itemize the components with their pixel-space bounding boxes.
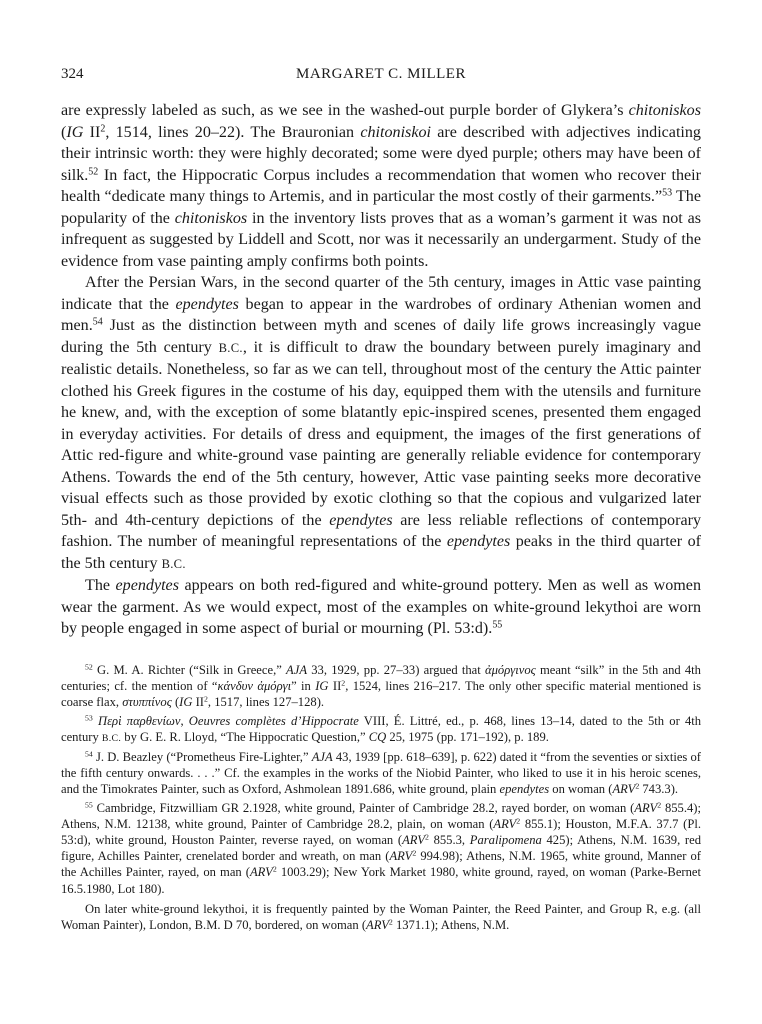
- footnote-55: $^{55}$ Cambridge, Fitzwilliam GR 2.1928, white ground, Painter of Cambridge 28.2, rayed border, on woman (ARV$^2$ 855.4); Athens, N.M. 12138, white ground, Painter of Cambridge 28.2, plain, on woman (ARV$^2$ 855.1); Houston, M.F.A. 37.7 (Pl. 53:d), white ground, Houston Painter, reverse rayed, on woman (ARV$^2$ 855.3, Paralipomena 425); Athens, N.M. 1639, red figure, Achilles Painter, crenelated border and wreath, on man (ARV$^2$ 994.98); Athens, N.M. 1965, white ground, Manner of the Achilles Painter, rayed, on man (ARV$^2$ 1003.29); New York Market 1980, white ground, rayed, on woman (Parke-Bernet 16.5.1980, Lot 180).: [61, 800, 701, 896]
- footnote-52: $^{52}$ G. M. A. Richter (“Silk in Greece,” AJA 33, 1929, pp. 27–33) argued that ἀμόργινος meant “silk” in the 5th and 4th centuries; cf. the mention of “κάνδυν ἀμόργι” in IG $II^2$, 1524, lines 216–217. The only other specific material mentioned is coarse flax, στυππίνος (IG $II^2$, 1517, lines 127–128).: [61, 662, 701, 710]
- page-number: 324: [61, 66, 84, 82]
- footnote-53: $^{53}$ Περὶ παρθενίων, Oeuvres complètes d’Hippocrate VIII, É. Littré, ed., p. 468, lines 13–14, dated to the 5th or 4th century B.C. by G. E. R. Lloyd, “The Hippocratic Question,” CQ 25, 1975 (pp. 171–192), p. 189.: [61, 713, 702, 744]
- footnote-55-continued: On later white-ground lekythoi, it is frequently painted by the Woman Painter, the Reed Painter, and Group R, e.g. (all Woman Painter), London, B.M. D 70, bordered, on woman (ARV$^2$ 1371.1); Athens, N.M.: [61, 901, 701, 933]
- body-paragraph: The ependytes appears on both red-figured and white-ground pottery. Men as well as women wear the garment. As we would expect, most of the examples on white-ground lekythoi are worn by people engaged in some aspect of burial or mourning (Pl. 53:d).$^{55}$: [61, 577, 701, 637]
- page-header: [61, 66, 701, 86]
- footnotes: [61, 662, 701, 935]
- body-text: [61, 100, 701, 640]
- running-head: MARGARET C. MILLER: [296, 66, 466, 82]
- body-paragraph: After the Persian Wars, in the second quarter of the 5th century, images in Attic vase painting indicate that the ependytes began to appear in the wardrobes of ordinary Athenian women and men.$^{54}$ Just as the distinction between myth and scenes of daily life grows increasingly vague during the 5th century B.C., it is difficult to draw the boundary between purely imaginary and realistic details. Nonetheless, so far as we can tell, throughout most of the century the Attic painter clothed his Greek figures in the costume of his day, equipped them with the utensils and furniture he knew, and, with the exception of some blatantly epic-inspired scenes, presented them engaged in everyday activities. For details of dress and equipment, the images of the first generations of Attic red-figure and white-ground vase painting are generally reliable evidence for contemporary Athens. Towards the end of the 5th century, however, Attic vase painting seeks more decorative visual effects such as those provided by exotic clothing so that the copious and vulgarized later 5th- and 4th-century depictions of the ependytes are less reliable reflections of contemporary fashion. The number of meaningful representations of the ependytes peaks in the third quarter of the 5th century B.C.: [61, 274, 701, 572]
- body-paragraph: are expressly labeled as such, as we see in the washed-out purple border of Glykera’s chitoniskos (IG $II^2$, 1514, lines 20–22). The Brauronian chitoniskoi are described with adjectives indicating their intrinsic worth: they were highly decorated; some were dyed purple; others may have been of silk.$^{52}$ In fact, the Hippocratic Corpus includes a recommendation that women who recover their health “dedicate many things to Artemis, and in particular the most costly of their garments.”$^{53}$ The popularity of the chitoniskos in the inventory lists proves that as a woman’s garment it was not as infrequent as suggested by Liddell and Scott, nor was it necessarily an undergarment. Study of the evidence from vase painting amply confirms both points.: [61, 102, 702, 270]
- footnote-54: $^{54}$ J. D. Beazley (“Prometheus Fire-Lighter,” AJA 43, 1939 [pp. 618–639], p. 622) dated it “from the seventies or sixties of the fifth century onwards. . . .” Cf. the examples in the works of the Niobid Painter, who liked to use it in his heroic scenes, and the Timokrates Painter, such as Oxford, Ashmolean 1891.686, white ground, plain ependytes on woman (ARV$^2$ 743.3).: [61, 749, 701, 797]
